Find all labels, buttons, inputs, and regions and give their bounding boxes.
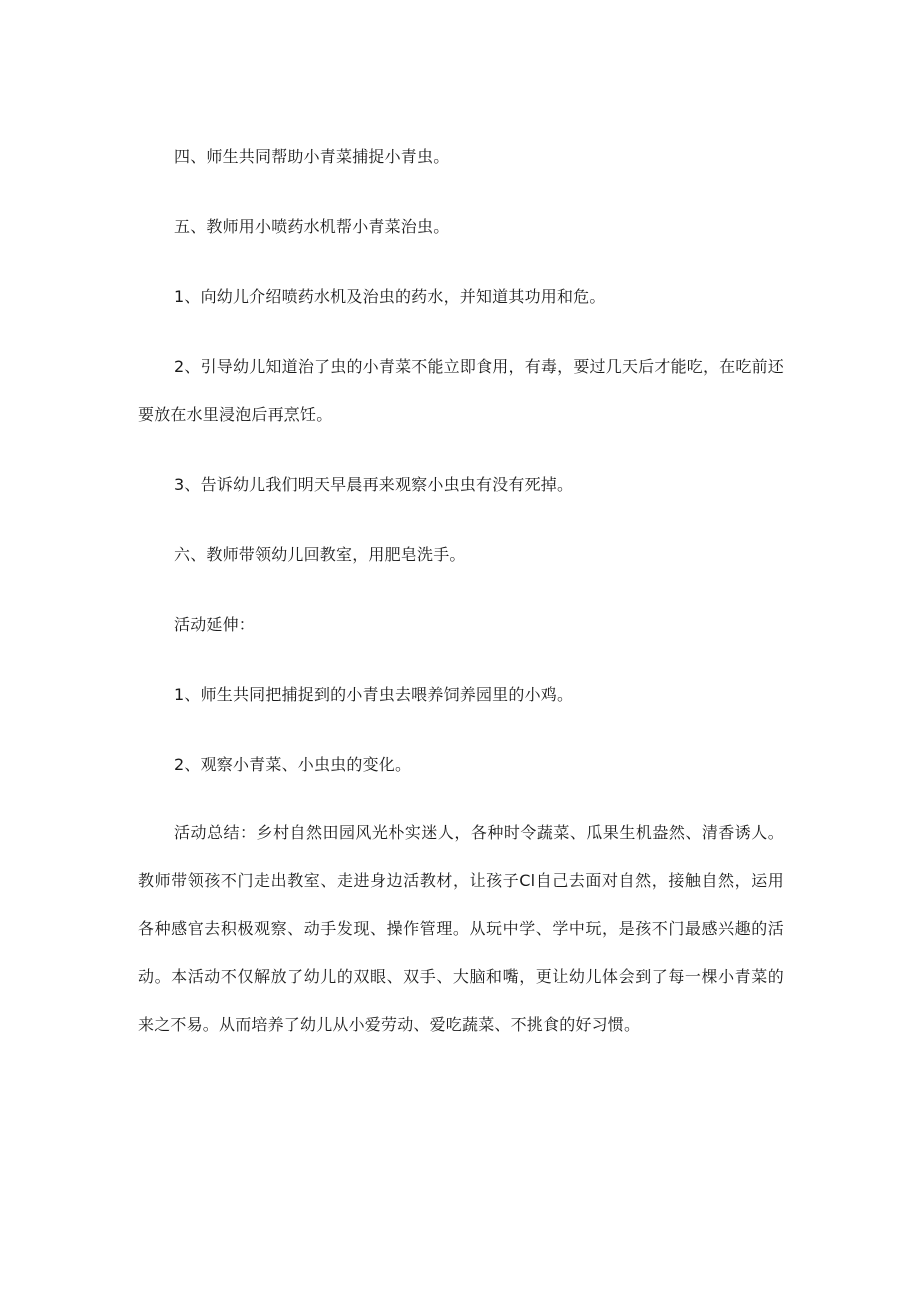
paragraph-step-5-3: 3、告诉幼儿我们明天早晨再来观察小虫虫有没有死掉。 xyxy=(174,475,574,494)
paragraph-spacer xyxy=(138,509,784,531)
paragraph-step-5: 五、教师用小喷药水机帮小青菜治虫。 xyxy=(174,217,450,236)
paragraph-spacer xyxy=(138,181,784,203)
paragraph-summary: 活动总结：乡村自然田园风光朴实迷人，各种时令蔬菜、瓜果生机盎然、清香诱人。教师带领孩不门走出教室、走进身边活教材，让孩子Cl自己去面对自然，接触自然，运用各种感官去积极观察、动手发现、操作管理。从玩中学、学中玩，是孩不门最感兴趣的活动。本活动不仅解放了幼儿的双眼、双手、大脑和嘴，更让幼儿体会到了每一棵小青菜的来之不易。从而培养了幼儿从小爱劳动、爱吃蔬菜、不挑食的好习惯。 xyxy=(138,823,784,1034)
paragraph-step-6: 六、教师带领幼儿回教室，用肥皂洗手。 xyxy=(174,545,466,564)
paragraph-spacer xyxy=(138,789,784,809)
paragraph-spacer xyxy=(138,439,784,461)
paragraph-spacer xyxy=(138,579,784,601)
section-heading-extension: 活动延伸： xyxy=(174,615,256,634)
paragraph-step-5-2: 2、引导幼儿知道治了虫的小青菜不能立即食用，有毒，要过几天后才能吃，在吃前还要放在水里浸泡后再烹饪。 xyxy=(138,357,784,424)
paragraph-extension-2: 2、观察小青菜、小虫虫的变化。 xyxy=(174,755,412,774)
paragraph-spacer xyxy=(138,321,784,343)
paragraph-spacer xyxy=(138,719,784,741)
paragraph-extension-1: 1、师生共同把捕捉到的小青虫去喂养饲养园里的小鸡。 xyxy=(174,685,574,704)
paragraph-spacer xyxy=(138,649,784,671)
document-body xyxy=(138,133,784,1049)
paragraph-spacer xyxy=(138,251,784,273)
paragraph-step-4: 四、师生共同帮助小青菜捕捉小青虫。 xyxy=(174,147,450,166)
paragraph-step-5-1: 1、向幼儿介绍喷药水机及治虫的药水，并知道其功用和危。 xyxy=(174,287,606,306)
